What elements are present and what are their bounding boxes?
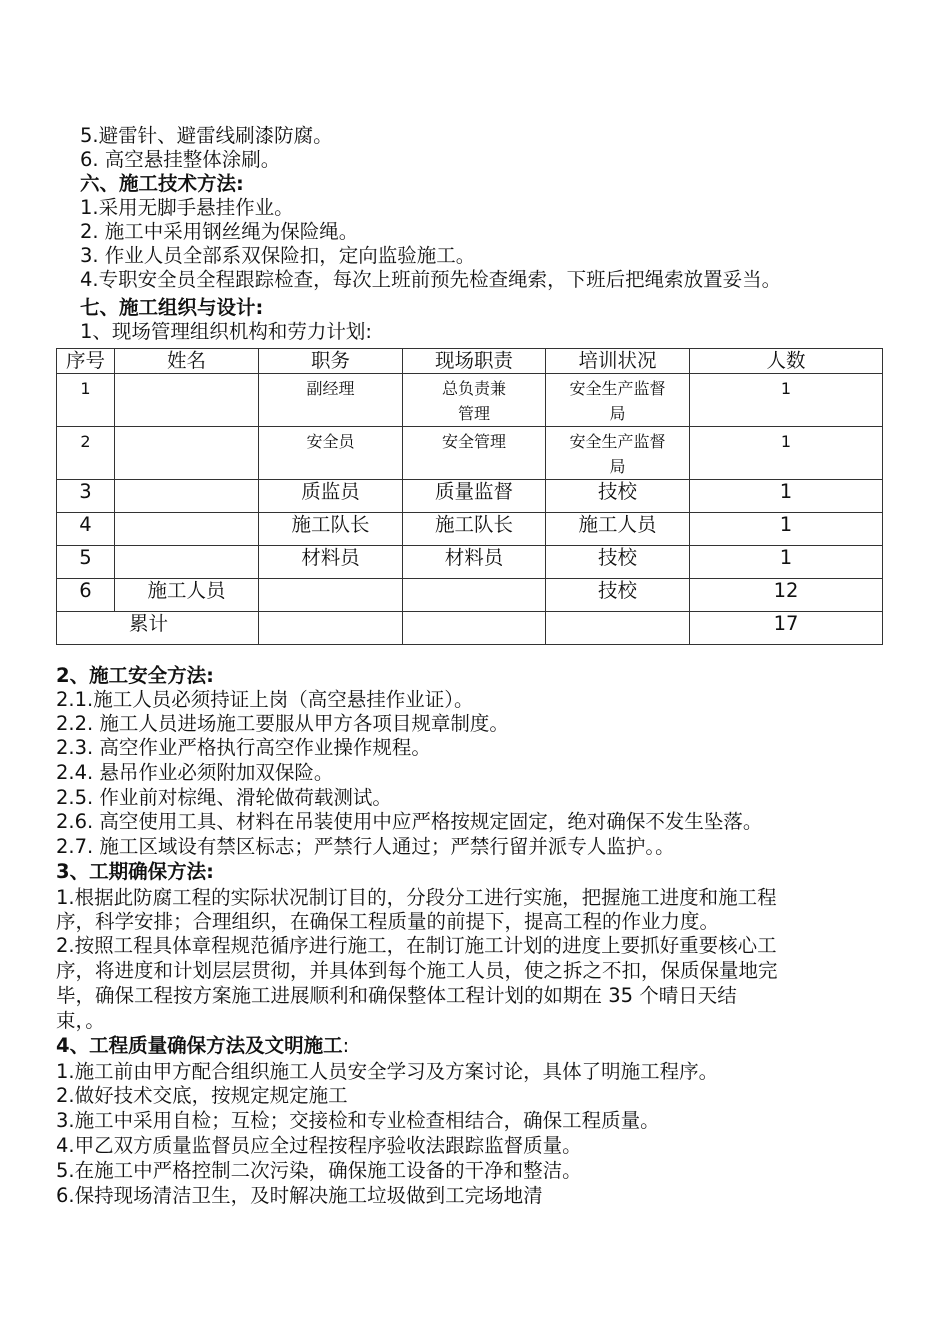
cell-post: 安全员 (259, 427, 403, 480)
cell-training (546, 427, 690, 480)
cell-post: 施工队长 (259, 513, 403, 546)
cell-post: 质监员 (259, 480, 403, 513)
schedule-line: 1.根据此防腐工程的实际状况制订目的，分段分工进行实施，把握施工进度和施工程 (56, 886, 777, 909)
quality-line: 2.做好技术交底，按规定规定施工 (56, 1084, 348, 1107)
intro-line: 6. 高空悬挂整体涂刷。 (80, 148, 281, 171)
cell-duty-line: 安全管理 (441, 432, 506, 451)
section6-line: 4.专职安全员全程跟踪检查，每次上班前预先检查绳索，下班后把绳索放置妥当。 (80, 268, 782, 291)
cell-training-line: 安全生产监督 (569, 432, 666, 451)
table-row (57, 374, 883, 427)
cell-name (115, 427, 259, 480)
header-duty: 现场职责 (403, 349, 546, 374)
cell-count: 1 (690, 427, 883, 480)
total-empty-cell (546, 612, 690, 645)
cell-count: 1 (690, 513, 883, 546)
total-count: 17 (690, 612, 883, 645)
cell-training: 技校 (546, 579, 690, 612)
header-name: 姓名 (115, 349, 259, 374)
cell-training-line: 局 (609, 457, 626, 476)
section6-heading: 六、施工技术方法: (80, 172, 244, 195)
cell-training (546, 374, 690, 427)
quality-heading-text: 4、工程质量确保方法及文明施工 (56, 1034, 343, 1057)
cell-name (115, 513, 259, 546)
cell-training: 技校 (546, 480, 690, 513)
quality-heading (56, 1034, 349, 1058)
table-row (57, 513, 883, 546)
schedule-line: 序，将进度和计划层层贯彻，并具体到每个施工人员，使之拆之不扣，保质保量地完 (56, 959, 778, 982)
quality-line: 6.保持现场清洁卫生，及时解决施工垃圾做到工完场地清 (56, 1184, 543, 1207)
intro-line: 5.避雷针、避雷线刷漆防腐。 (80, 124, 333, 147)
table-row (57, 546, 883, 579)
safety-line: 2.7. 施工区域设有禁区标志；严禁行人通过；严禁行留并派专人监护。。 (56, 835, 675, 858)
cell-no: 1 (57, 374, 115, 427)
schedule-heading: 3、工期确保方法: (56, 860, 214, 883)
cell-count: 1 (690, 480, 883, 513)
header-no: 序号 (57, 349, 115, 374)
cell-training-line: 局 (609, 404, 626, 423)
table-header-row (57, 349, 883, 374)
safety-line: 2.3. 高空作业严格执行高空作业操作规程。 (56, 736, 431, 759)
safety-line: 2.5. 作业前对棕绳、滑轮做荷载测试。 (56, 786, 392, 809)
cell-no: 3 (57, 480, 115, 513)
schedule-line: 毕，确保工程按方案施工进展顺利和确保整体工程计划的如期在 35 个晴日天结 (56, 984, 737, 1007)
section6-line: 2. 施工中采用钢丝绳为保险绳。 (80, 220, 359, 243)
cell-post: 材料员 (259, 546, 403, 579)
table-row (57, 480, 883, 513)
cell-name (115, 374, 259, 427)
cell-count: 1 (690, 374, 883, 427)
table-row (57, 579, 883, 612)
cell-duty-line: 管理 (457, 404, 490, 423)
cell-duty (403, 579, 546, 612)
cell-post: 副经理 (259, 374, 403, 427)
organization-table (56, 348, 883, 645)
cell-name: 施工人员 (115, 579, 259, 612)
schedule-line: 2.按照工程具体章程规范循序进行施工，在制订施工计划的进度上要抓好重要核心工 (56, 934, 777, 957)
header-post: 职务 (259, 349, 403, 374)
schedule-line: 序，科学安排；合理组织，在确保工程质量的前提下，提高工程的作业力度。 (56, 910, 720, 933)
cell-duty (403, 374, 546, 427)
safety-heading: 2、施工安全方法: (56, 664, 214, 687)
quality-line: 4.甲乙双方质量监督员应全过程按程序验收法跟踪监督质量。 (56, 1134, 582, 1157)
cell-duty: 施工队长 (403, 513, 546, 546)
safety-line: 2.2. 施工人员进场施工要服从甲方各项目规章制度。 (56, 712, 509, 735)
safety-line: 2.1.施工人员必须持证上岗（高空悬挂作业证）。 (56, 688, 474, 711)
quality-line: 1.施工前由甲方配合组织施工人员安全学习及方案讨论，具体了明施工程序。 (56, 1060, 719, 1083)
cell-training: 技校 (546, 546, 690, 579)
cell-no: 2 (57, 427, 115, 480)
section7-heading: 七、施工组织与设计: (80, 296, 264, 319)
cell-count: 1 (690, 546, 883, 579)
cell-training-line: 安全生产监督 (569, 379, 666, 398)
section6-line: 3. 作业人员全部系双保险扣，定向监验施工。 (80, 244, 476, 267)
cell-no: 4 (57, 513, 115, 546)
safety-line: 2.4. 悬吊作业必须附加双保险。 (56, 761, 334, 784)
cell-duty (403, 427, 546, 480)
table-total-row (57, 612, 883, 645)
quality-heading-colon: : (342, 1034, 350, 1057)
total-label: 累计 (57, 612, 259, 645)
header-training: 培训状况 (546, 349, 690, 374)
schedule-line: 束，。 (56, 1009, 105, 1032)
cell-no: 6 (57, 579, 115, 612)
section6-line: 1.采用无脚手悬挂作业。 (80, 196, 294, 219)
cell-no: 5 (57, 546, 115, 579)
section7-subheading: 1、现场管理组织机构和劳力计划: (80, 320, 372, 343)
header-count: 人数 (690, 349, 883, 374)
total-empty-cell (403, 612, 546, 645)
cell-duty: 质量监督 (403, 480, 546, 513)
quality-line: 5.在施工中严格控制二次污染，确保施工设备的干净和整洁。 (56, 1159, 582, 1182)
quality-line: 3.施工中采用自检；互检；交接检和专业检查相结合，确保工程质量。 (56, 1109, 660, 1132)
table-row (57, 427, 883, 480)
cell-duty: 材料员 (403, 546, 546, 579)
cell-duty-line: 总负责兼 (441, 379, 506, 398)
cell-post (259, 579, 403, 612)
cell-training: 施工人员 (546, 513, 690, 546)
cell-name (115, 546, 259, 579)
safety-line: 2.6. 高空使用工具、材料在吊装使用中应严格按规定固定，绝对确保不发生坠落。 (56, 810, 763, 833)
cell-count: 12 (690, 579, 883, 612)
total-empty-cell (259, 612, 403, 645)
cell-name (115, 480, 259, 513)
